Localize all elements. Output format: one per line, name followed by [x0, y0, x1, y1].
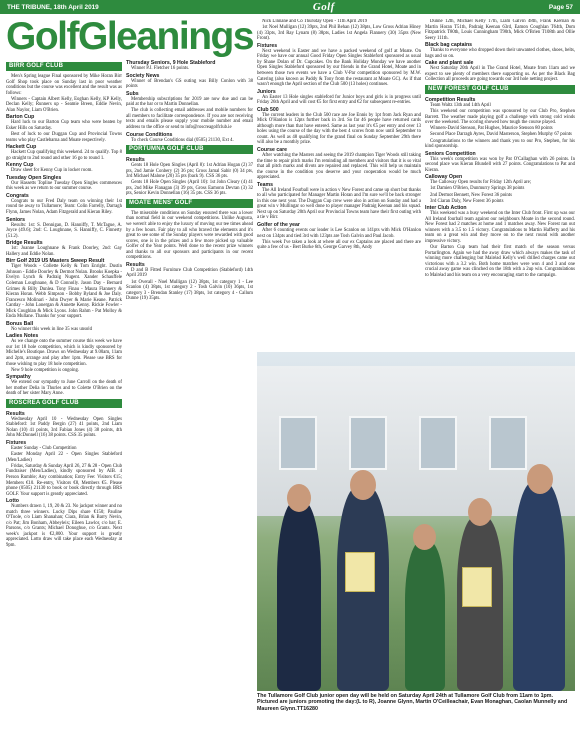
- column-1: BIRR GOLF CLUB Men's Spring league Final sponsored by Mike Horan Birr Golf Shop took place on Sunday last in poor weather conditions but the course was excellent and the result was as follows: Winners - Captain Albert Kelly, Eoghan Kelly, KP Kelly, Declan Kelly; Runners up - Seamie Breen, Eddie Nevin, Alan Naylor, Liam O'Brien. Barton Cup Hard luck to our Barton Cup team who were beaten by Esker Hills on Saturday. Best of luck to our Duggan Cup and Provincial Towns teams who play Castlebarna and Moate respectively. Hackett Cup Hackett Cup qualifying this weekend. 24 to qualify. Top 8 go straight to 2nd round and other 16 go to round 1. Kenny Cup Draw sheet for Kenny Cup in locker room. Tuesday Open Singles Our Hassetts Topline Tuesday Open Singles commences this week as we return to our summer course. Congrats Congrats to our Fred Daly team on winning their 1st round tie away to Tullamore; Team: Colin Farrelly, Darragh Flynn, James Nolan, Adam Fitzgerald and Kieran Riley. Seniors Results: 1st: S. Dennigan, D. Hanniffy, T. McTague, A. Joyce (49.6); 2nd: C. Loughnane, S. Hanniffy, C. Finnerty (51.2). Bridge Results 1st: Joanne Loughnane & Frank Doorley, 2nd: Gay Hallery and Eddie Nolan. Birr Golf 2019 U5 Masters Sweep Result Tiger Woods - Collette Kelly & Tom Enright. Dustin Johnson - Eddie Doorley & Dermot Nolan. Brooks Koepka - Evelyn Lynch & Padraig Nugent. Xander Schauffele Coleman Loughnane, & D Connolly. Jason Day - Bernard Grimes & Billy Dunlea. Tony Finau - Maura Flannery & Kieran Horan. Webb Simpson - Bobby Byland & Joe Daly. Francesco Molinari - John Dwyer & Marie Keane. Patrick Cantlay - John Lonergan & Annette Kenny. Rickie Fowler - Mick Coughlan & Mick Lyons. John Rahm - Pat Molloy & Enda Mullane. Thanks for your support. Bonus Ball No winner this week in line 35 was unsold Ladies Notes As we change onto the summer course this week we have our 1st 18 hole competition, which is kindly sponsored by Michelle's Boutique. Draws on Wednesday at 9.00am, 11am and 2pm, arrange and play after 1pm. Please use BRS for those wishing to play 18 hole competition. New 9 hole competition is ongoing. Sympathy We extend our sympathy to June Carroll on the death of her mother Delia in Thurles and to Colette O'Brien on the death of her sister Mary Anne. ROSCREA GOLF CLUB Results Wednesday April 10 - Wednesday Open Singles Stableford: 1st Paddy Bergin (27) 41 points, 2nd Liam Nolan (10) 41 points, 3rd Fabian Jones (4) 38 points, 4th John McDonnell (16) 38 points. CSS 35 points. Fixtures Easter Sunday - Club Competition Easter Monday April 22 - Open Singles Stableford (Men/Ladies) Fridas, Saturday & Sunday April 26, 27 & 28 - Open Club Fundraiser (Men/Ladies), kindly sponsored by AIB. 4 Person Rumble; Any combination; Entry Fee: Visitors €15; Members €10. Re-entry, Visitors €8, Members €5. Please phone (0505) 21130 to book or book directly through BRS GOLF. Your support is greatly appreciated. Lotto Numbers drawn 1, 19, 20 & 23. No jackpot winner and no match three winners. Lucky Dips share €150; Pauline O'Toole, c/o Liam Shanahan; Ciara, Brian & Barry Nevin, c/o Pat; Jim Bonham, Abbeyleix; Eileen Lawlor, c/o bar; E. Parsons, c/o Grants; Michael Donoghue, c/o Grants. Next week's jackpot is €2,800. Your support is greatly appreciated. Lotto draw will take place each Wednesday at 9pm.: [6, 63, 122, 548]
- column-2: Thursday Seniors, 9 Hole Stableford Winner P.J. Fletcher 16 points. Society News Winner of Brendan's GS outing was Billy Conlon with 38 points Subs Membership subscriptions for 2019 are now due and can be paid at the bar or to Martin Donnellan. The club is collecting email addresses and mobile numbers for all members to facilitate correspondence. If you are not receiving texts and emails please supply your mobile number and email address to the office or send to info@roscreagolfclub.ie Course Conditions To check Course Conditions dial (0505) 21130, Ext 4. PORTUMNA GOLF CLUB Results Gents 18 Hole Open Singles (April 8): 1st Adrian Hogan (2) 37 pts, 2nd Jamie Conbery (2) 36 pts; Gross Jamal Sabir (0) 34 pts, 3rd Michael Malone (20) 35 pts (back 9). CSS 36 pts. Gents 18 Hole Open Singles (April 10): 1st John Cleary (4) 41 pts, 2nd Mike Flanagan (3) 39 pts, Gross Eamonn Devran (3) 32 pts, Senior Kevin Donnellan (16) 35 pts. CSS 36 pts. MOATE MENS' GOLF The miserable conditions on Sunday ensured there was a lower than normal field in our weekend competitions. Unlike Augusta, we weren't able to enjoy the luxury of moving our tee times ahead by a few hours. Fair play to all who braved the elements and it's great to see some of the Sunday players were rewarded with good scores, one is in the prizes and a few more picked up valuable Golfer of the Year points. Well done to the recent prize winners and thanks to all our sponsors and participants in our recent competitions. Results D and B Fitted Furniture Club Competition (Stableford) 14th April 2019 1st Overall - Noel Mulligan (12) 38pts, 1st category 1 - Lee Scanlon (4) 38pts, 1st category 2 - Tosh Galvin (10) 36pts, 1st category 3 - Brendan Stanley (17) 38pts, 1st category 4 - Callum Dunne (19) 35pts.: [126, 60, 253, 302]
- person-figure: [405, 541, 445, 691]
- section-name: Golf: [312, 1, 335, 13]
- photo-caption: The Tullamore Golf Club junior open day will be held on Saturday April 24th at Tullamore Golf Club from 11am to 1pm. Pictured are juniors promoting the day:(L to R), Joanne Glynn, Martin O'Ceilleachair, Evan Monaghan, Caolan Munnelly and Maureen Glynn.TT16280: [257, 693, 568, 712]
- column-3: Nick Linnane and Co Thursday Open - 11th April 2019 1st Noel Mulligan (12) 39pts, 2nd Phil Behan (12) 38pts, Low Gross Adrian Hiney (4) 33pts, 3rd Ray Lynam (8) 38pts, Ladies 1st Angela Flannery (30) 35pts (New Front). Fixtures Next weekend is Easter and we have a packed weekend of golf at Moate. On Friday we have our annual Good Friday Open Singles Stableford sponsored as usual by Shane Dolan of Dr. Cupcakes. On the Bank Holiday Monday we have another Open Singles Stableford sponsored by our friends in the Grand Hotel, Moate and in between those two events we have a Club V-Par competition sponsored by M.W. Catering (also known as Paddy & Tony from the restaurant at Moate GC). As if that wasn't enough the April section of the Club 500 (13 holes) continues. Juniors An Easter 13 Hole singles stableford for Junior boys and girls is in progress until Friday 26th April and will cost €5 for first entry and €2 for subsequent re-entries. Club 500 The current leaders in the Club 500 race are Joe Ennis by 1pt from Jack Ryan and Mick O'Hanlon is 12pts further back in 3rd. So far 46 people have returned cards although more than that have entered. Same as last year it's €5 per entry and over 13 holes using the course of the day with the best 4 scores from now until September to count. As well as 48 qualifying for the grand final on Sunday September 29th there will also be a monthly prize. Course care After watching the Masters and seeing the 2019 champion Tiger Woods still taking the time to repair pitch marks I'm reminding all members and visitors that it is so vital that all pitch marks and divots are repaired and replaced. This will help us maintain the course in the condition you deserve and your cooperation would be much appreciated. Teams The All Ireland Fourball were in action v New Forest and came up short but thanks to all who participated for Manager Martin Horan and I'm sure we'll be back stronger in this one next year. The Duggan Cup crew were also in action on Sunday and had a great win v Mullingar so well done to player manager Padraig Keenan and his squad. Next up on Saturday 20th April our Provincial Towns team have their first outing with a tie v Birr. Golfer of the year After 6 counting events our leader is Lee Scanlon on 141pts with Mick O'Hanlon next on 134pts and tied 3rd with 123pts are Tosh Galvin and Paul Jacob. This week I've taken a look at where all our ex Captains are placed and there are quite a few of us - Bert Burke 6th, George Garvey 8th, Andy: [257, 19, 421, 251]
- birr-section-heading: BIRR GOLF CLUB: [6, 62, 122, 71]
- column-2-bottom: [126, 590, 253, 726]
- person-figure: [513, 481, 565, 691]
- issue-date: THE TRIBUNE, 18th April 2019: [7, 3, 99, 11]
- roscrea-section-heading: ROSCREA GOLF CLUB: [6, 399, 122, 408]
- moate-section-heading: MOATE MENS' GOLF: [126, 199, 253, 208]
- column-4: Dunne 12th, Michael Kelly 17th, Liam Galvin 48th, Frank Kiernan & Martin Horan T51th, Padraig Keenan 63rd, Eamon Coughlan T64th, Dom Fitzpatrick T80th, Louis Cunningham T90th, Mick O'Brien T108th and Ollie Seery 111th. Black bag captains Thanks to everyone who dropped down their unwanted clothes, shoes, belts, bags and so on. Cake and plant sale Next Saturday 20th April in The Grand Hotel, Moate from 11am and we expect to see plenty of members there supporting us. As per the Black Bag Collection all proceeds are going towards our 3rd hole netting project. NEW FOREST GOLF CLUB Competition Results Team Waltz 13th and 14th April This weekend our competition was sponsored by our Club Pro, Stephen Barrett. The weather made playing golf a challenge with strong cold winds over the weekend. The scoring showed how tough the course played. Winners-David Stenson, Pat Hughes, Maurice Stenson 80 points Second Place Darragh Ayres, David Masterson, Stephen Murphy 67 points Congratulations to the winners and thank you to our Pro, Stephen, for his kind sponsorship. Seniors Competition This week's competition was won by Pat O'Callaghan with 26 points. In second place was Kieran Blundell with 27 points. Congratulations to Pat and Kieran. Calloway Open The Calloway Open results for Friday 12th April are; 1st Damien O'Brien, Dunmurry Springs 38 points 2nd Dermot Bennett, New Forest 36 points 3rd Ciaran Daly, New Forest 36 points Inter Club Action This weekend was a busy weekend on the Inter Club front. First up was our All Ireland fourball team against our neighbours Moate in the second round. New Forest had 2 matches at home and 1 matches away. New Forest ran out winners with a 3.5 to 1.5 victory. Congratulations to Martin Hafferty and his team on a great win and they move on to the next round with another impressive victory. Our Barton Cup team had their first match of the season versus Portarlington. Again we had the away draw which always makes the task of winning more challenging but Mairéad Kelly's well drilled charges came out victorious with a 3.2 win. Both home matches were won 4 and 3 and one crucial away game was clinched on the 18th with a 2up win. Congratulations to Mairéad and his team on a very encouraging start to the campaign.: [425, 19, 575, 278]
- portumna-section-heading: PORTUMNA GOLF CLUB: [126, 145, 253, 154]
- junior-open-day-photo: [257, 352, 575, 691]
- new-forest-section-heading: NEW FOREST GOLF CLUB: [425, 85, 575, 94]
- poster: [462, 567, 492, 607]
- page-header: [0, 0, 580, 14]
- page-number: Page 57: [548, 3, 573, 11]
- poster: [345, 552, 375, 592]
- masthead-title: GolfGleanings: [6, 15, 254, 58]
- person-figure: [277, 501, 321, 691]
